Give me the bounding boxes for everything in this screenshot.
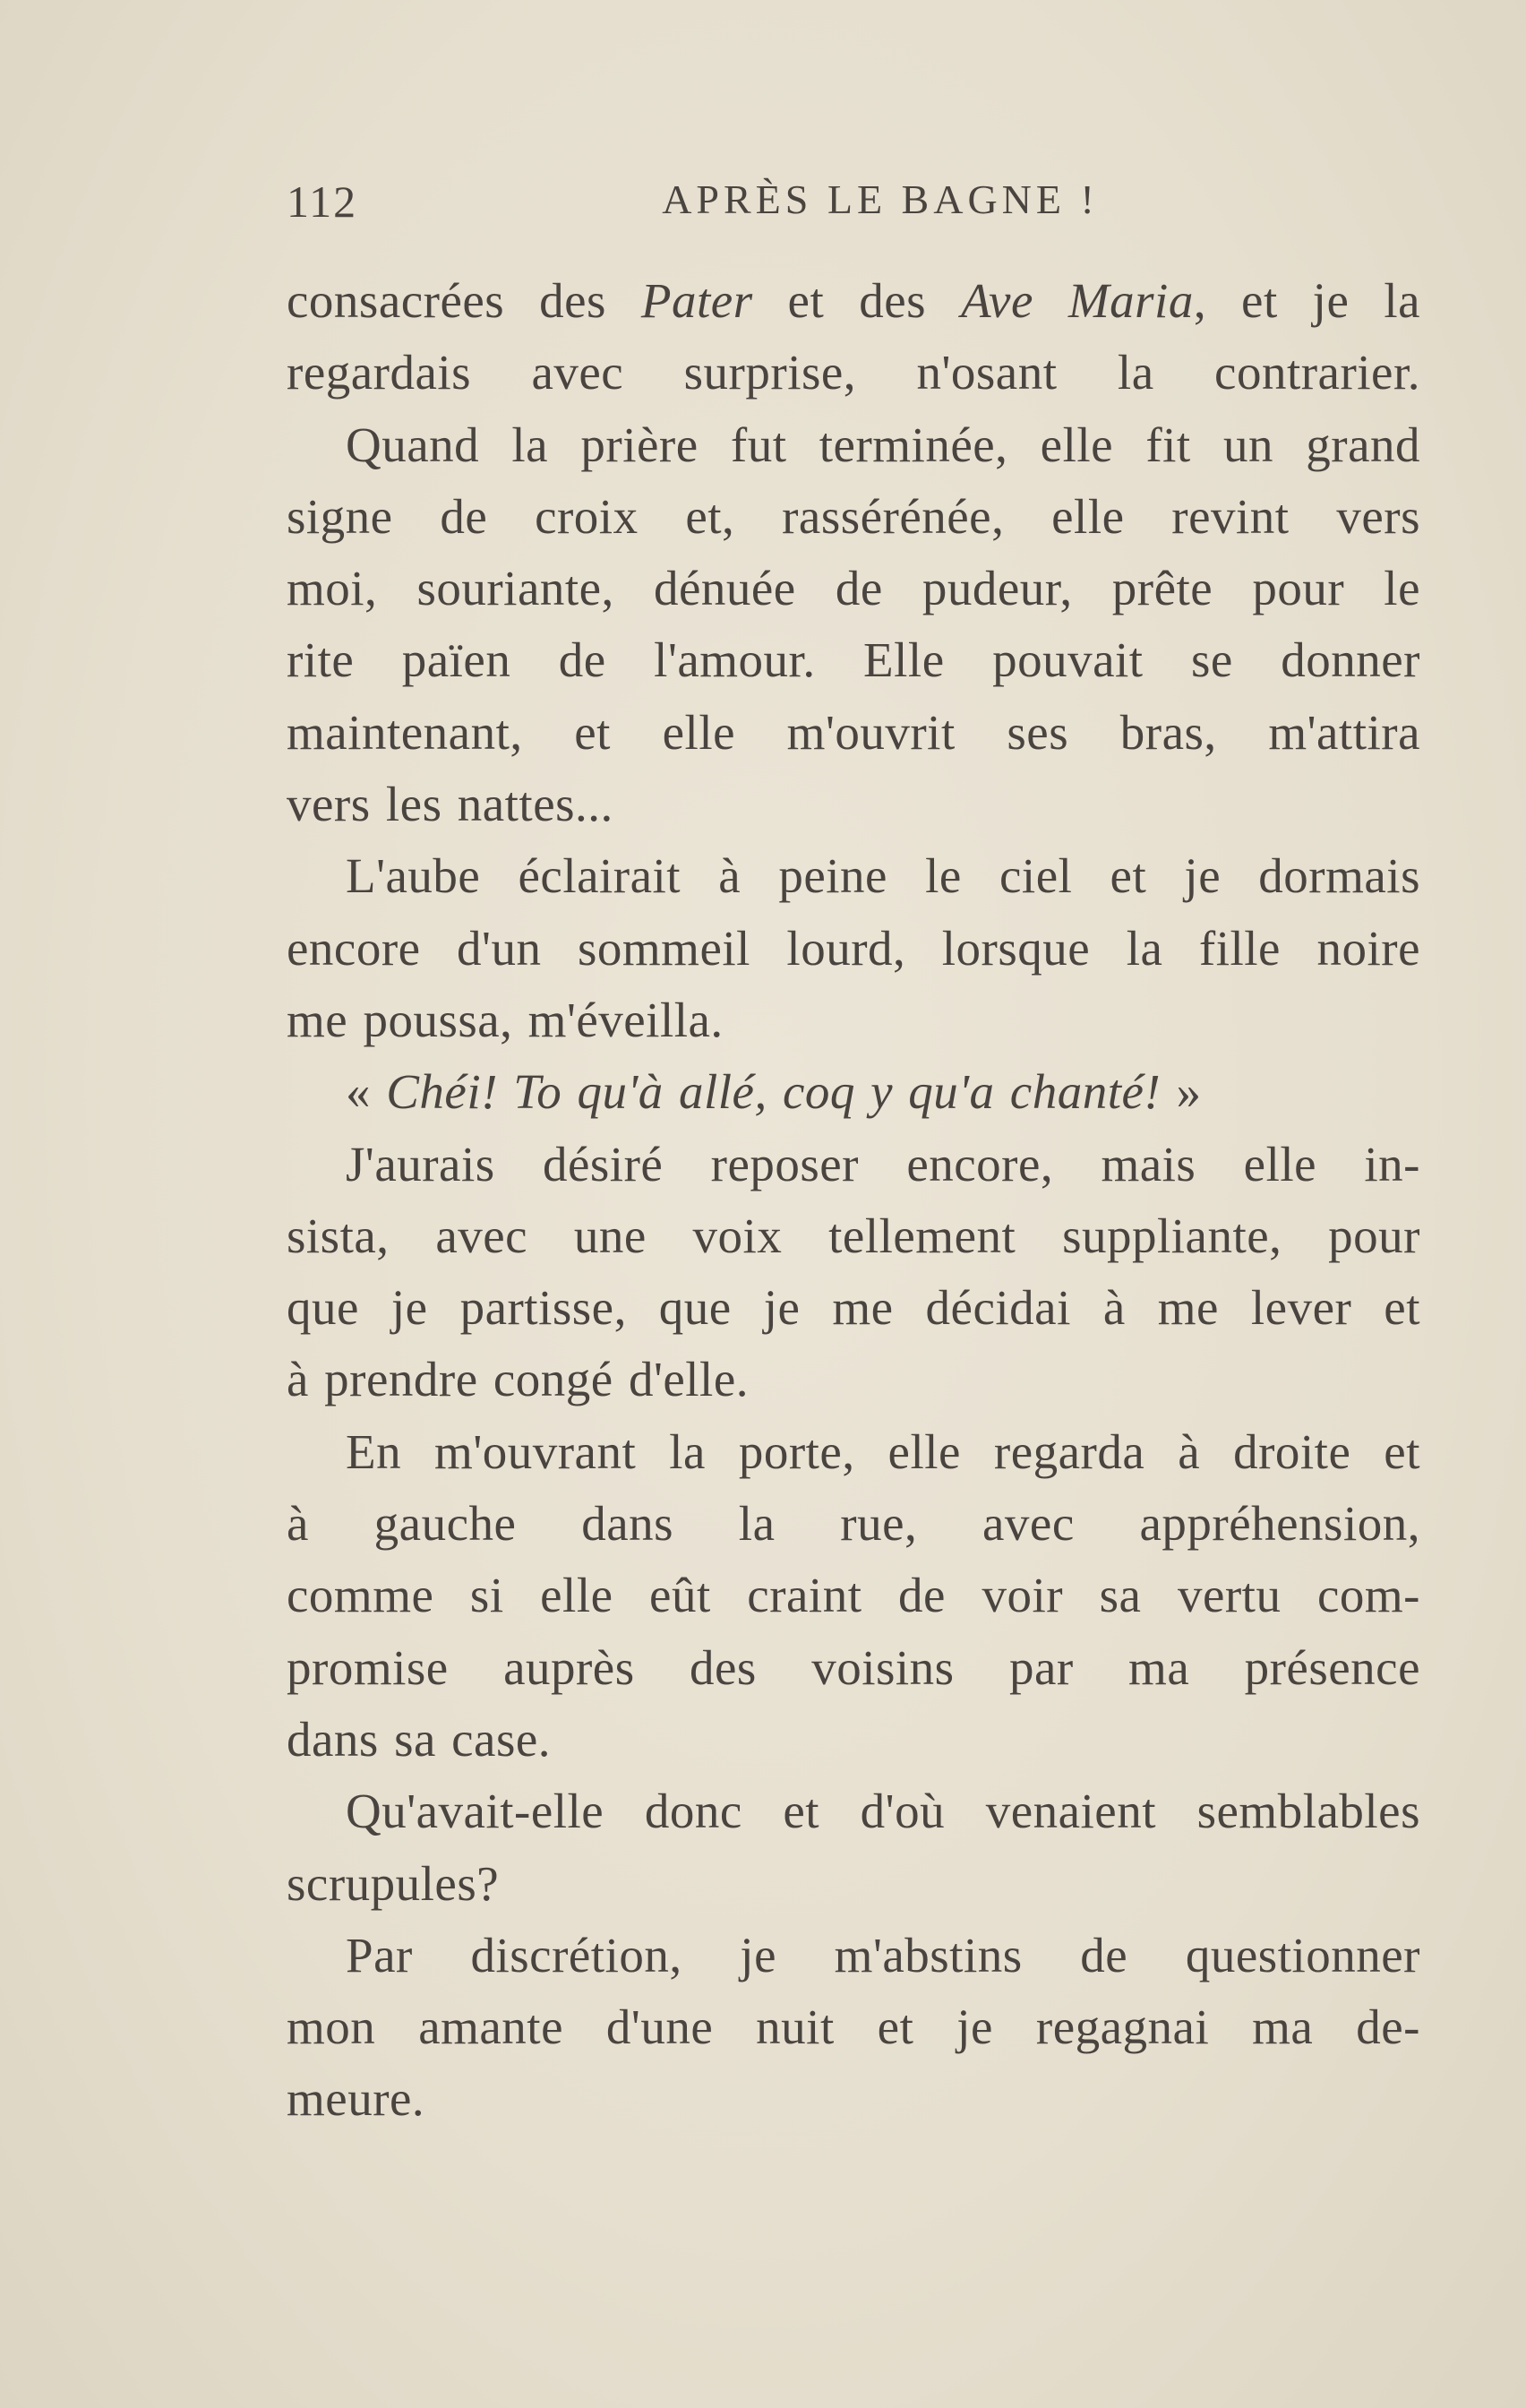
text-line: scrupules?: [287, 1855, 500, 1911]
text-line: Par discrétion, je m'abstins de questionner: [346, 1927, 1420, 1982]
text-line: Quand la prière fut terminée, elle fit un grand: [346, 417, 1420, 472]
text-line: maintenant, et elle m'ouvrit ses bras, m'attira: [287, 704, 1420, 760]
body-text: [287, 265, 1420, 2136]
text-line: En m'ouvrant la porte, elle regarda à droite et: [346, 1423, 1420, 1479]
text-line: regardais avec surprise, n'osant la contrarier.: [287, 345, 1420, 400]
text-line: mon amante d'une nuit et je regagnai ma de-: [287, 2000, 1420, 2055]
text-line: que je partisse, que je me décidai à me lever et: [287, 1280, 1420, 1336]
page-header: [287, 176, 1420, 240]
text-line: moi, souriante, dénuée de pudeur, prête pour le: [287, 561, 1420, 616]
running-title: APRÈS LE BAGNE !: [662, 176, 1099, 222]
text-line: « Chéi! To qu'à allé, coq y qu'a chanté! »: [346, 1064, 1202, 1120]
text-line: J'aurais désiré reposer encore, mais elle in-: [346, 1136, 1420, 1191]
text-line: promise auprès des voisins par ma présence: [287, 1639, 1420, 1695]
page-number: 112: [287, 176, 358, 227]
text-line: rite païen de l'amour. Elle pouvait se donner: [287, 632, 1420, 688]
text-line: encore d'un sommeil lourd, lorsque la fille noire: [287, 920, 1420, 976]
text-line: comme si elle eût craint de voir sa vertu com-: [287, 1568, 1420, 1623]
text-line: consacrées des Pater et des Ave Maria, et je la: [287, 273, 1421, 328]
text-line: à prendre congé d'elle.: [287, 1352, 749, 1407]
text-line: à gauche dans la rue, avec appréhension,: [287, 1496, 1420, 1552]
text-line: vers les nattes...: [287, 777, 613, 832]
text-line: L'aube éclairait à peine le ciel et je dormais: [346, 848, 1420, 904]
text-line: signe de croix et, rassérénée, elle revint vers: [287, 488, 1420, 544]
text-line: meure.: [287, 2071, 425, 2127]
text-line: Qu'avait-elle donc et d'où venaient semblables: [346, 1784, 1420, 1839]
text-line: sista, avec une voix tellement suppliante, pour: [287, 1208, 1420, 1263]
text-line: me poussa, m'éveilla.: [287, 992, 724, 1047]
text-line: dans sa case.: [287, 1711, 552, 1767]
